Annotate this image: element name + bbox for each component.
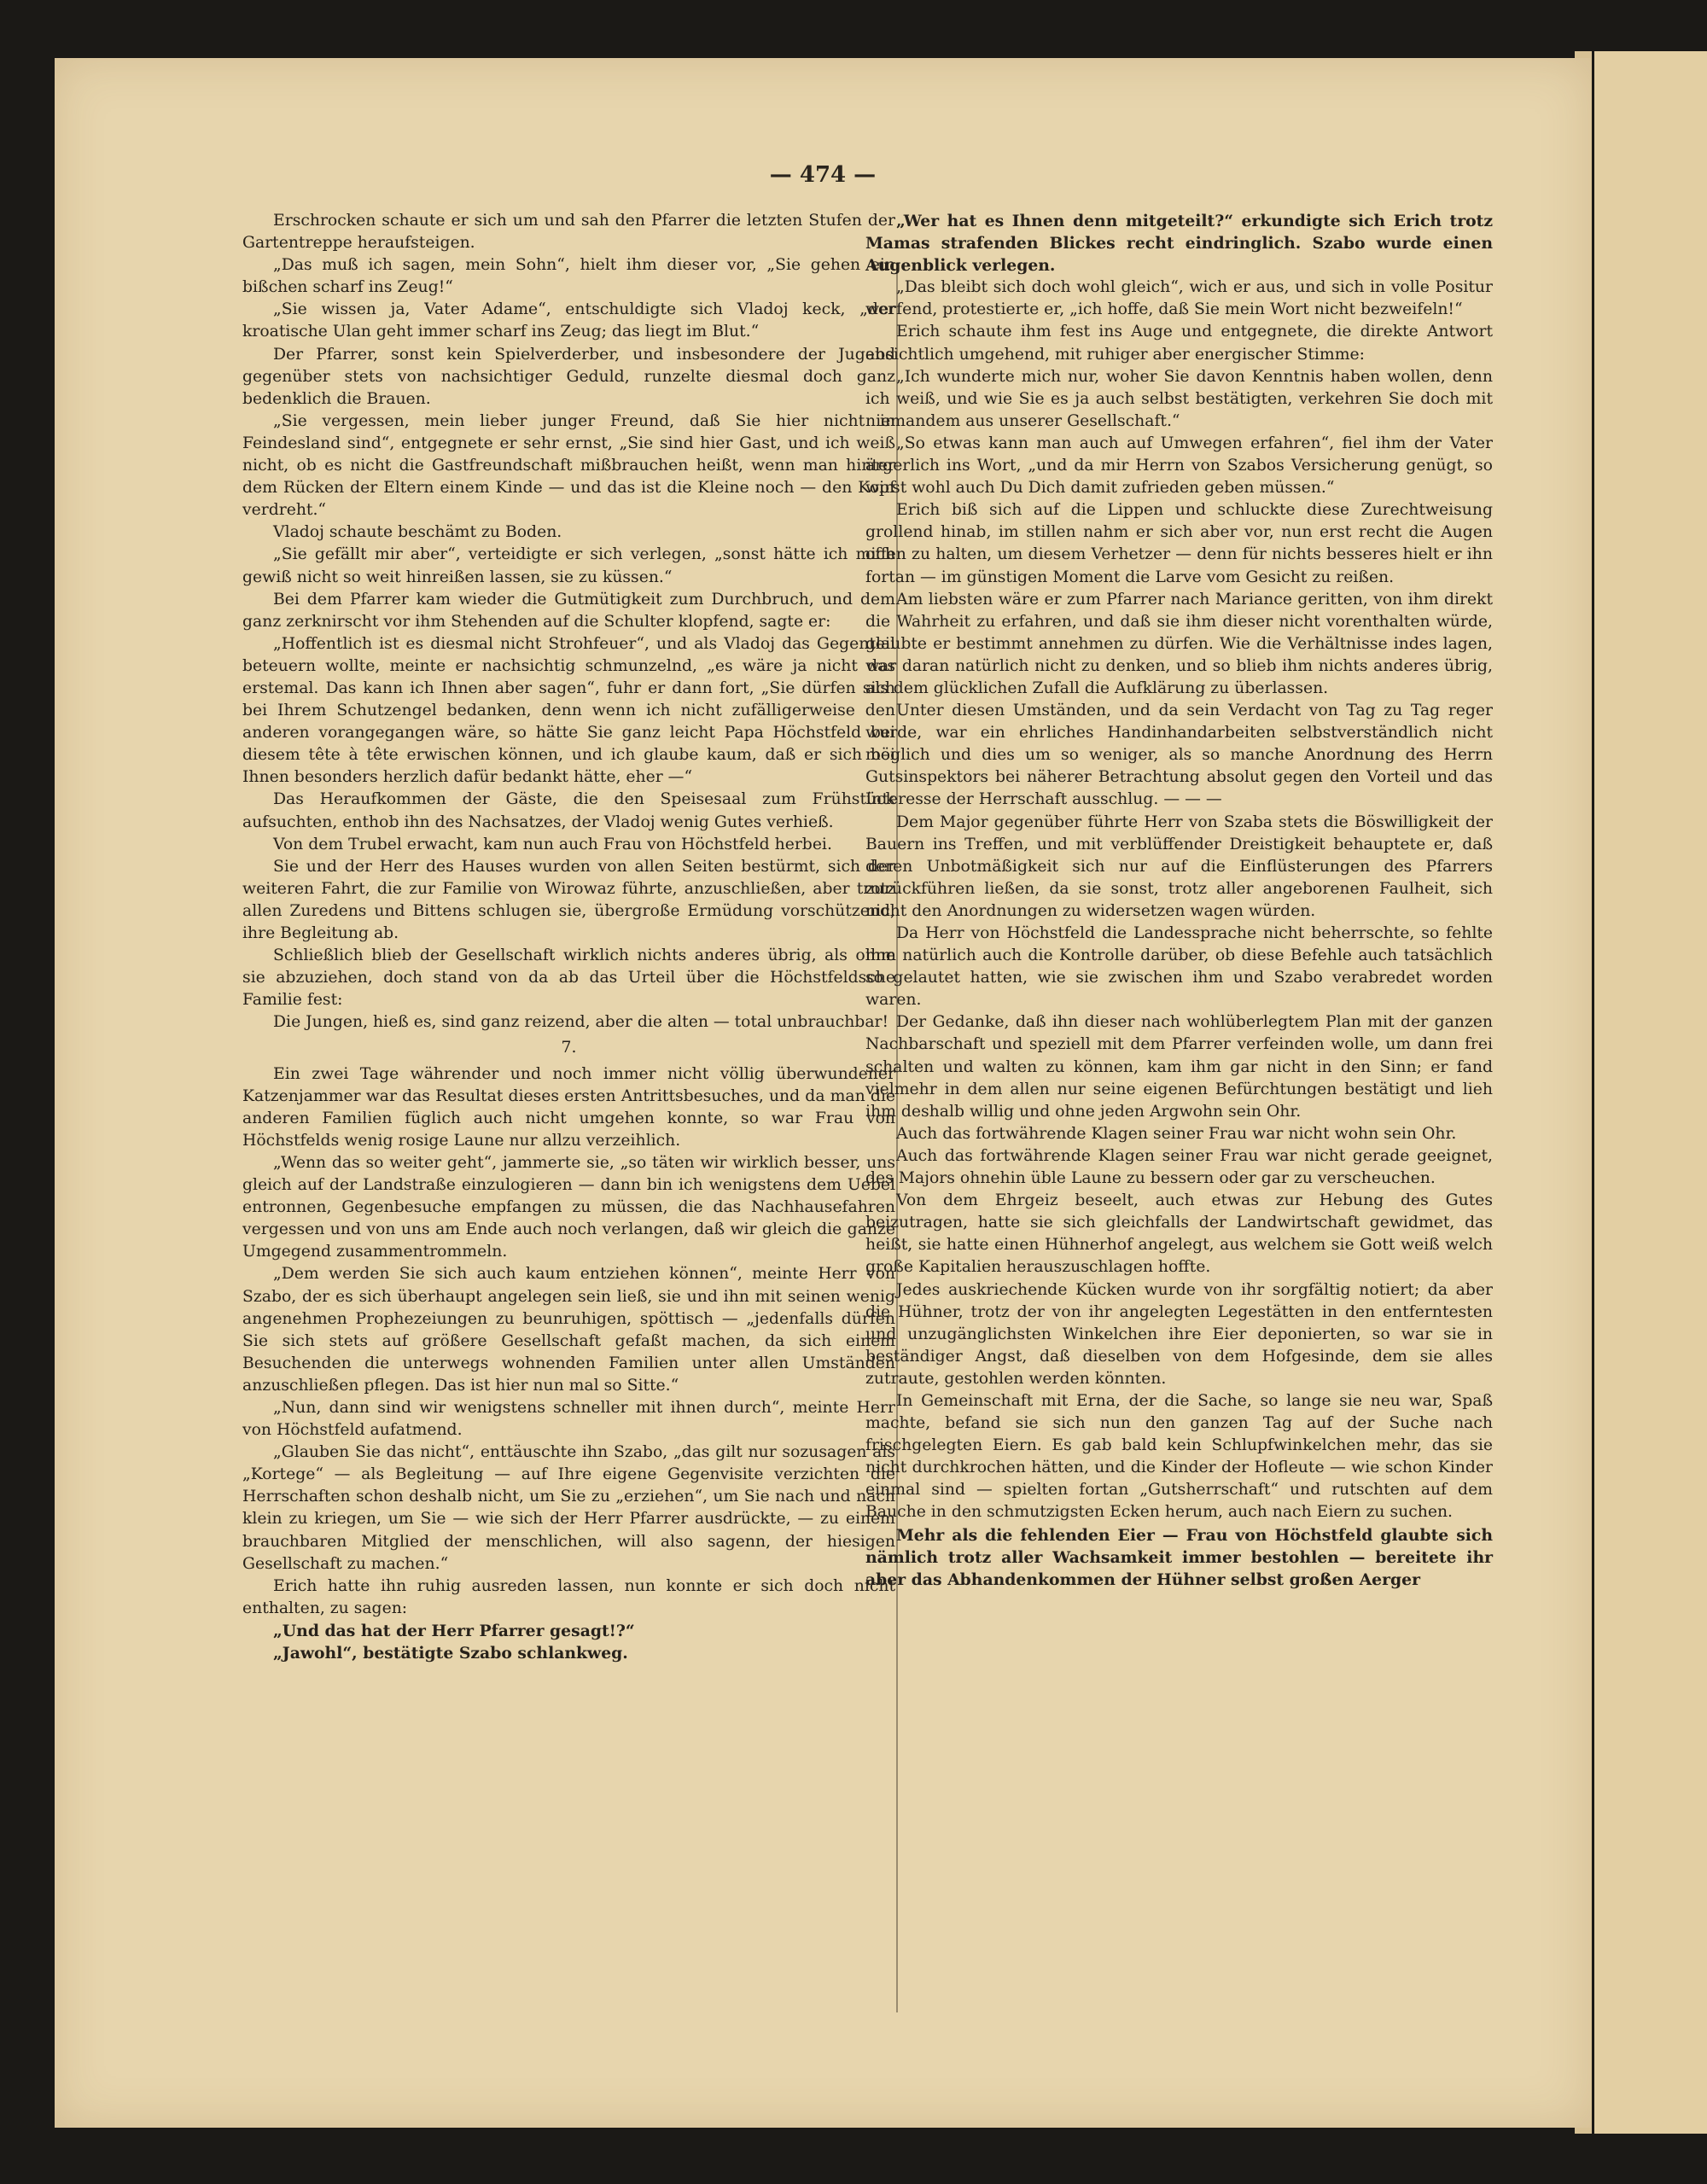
paragraph: Jedes auskriechende Kücken wurde von ihr sorgfältig notiert; da aber die Hühner, trotz der von ihr angelegten Legestätten in den entferntesten und unzugänglichsten Winkelchen ihre Eier deponierten, so war sie in beständiger Angst, daß dieselben von dem Hofgesinde, dem sie alles zutraute, gestohlen werden könnten. [865, 1280, 1493, 1388]
paragraph: In Gemeinschaft mit Erna, der die Sache, so lange sie neu war, Spaß machte, befand sie sich nun den ganzen Tag auf der Suche nach frischgelegten Eiern. Es gab bald kein Schlupfwinkelchen mehr, das sie nicht durchkrochen hätten, und die Kinder der Hofleute — wie schon Kinder einmal sind — spielten fortan „Gutsherrschaft“ und rutschten auf dem Bauche in den schmutzigsten Ecken herum, auch nach Eiern zu suchen. [865, 1391, 1493, 1522]
paragraph: Erich schaute ihm fest ins Auge und entgegnete, die direkte Antwort absichtlich umgehend, mit ruhiger aber energischer Stimme: [865, 323, 1493, 364]
paragraph: Bei dem Pfarrer kam wieder die Gutmütigkeit zum Durchbruch, und dem ganz zerknirscht vor ihm Stehenden auf die Schulter klopfend, sagte er: [242, 590, 895, 631]
paragraph: Ein zwei Tage währender und noch immer nicht völlig überwundener Katzenjammer war das Resultat dieses ersten Antrittsbesuches, und da man die anderen Familien füglich auch nicht umgehen konnte, so war Frau von Höchstfelds wenig rosige Laune nur allzu verzeihlich. [242, 1064, 895, 1150]
paragraph: Die Jungen, hieß es, sind ganz reizend, aber die alten — total unbrauchbar! [273, 1013, 889, 1032]
page-number: — 474 — [769, 162, 877, 188]
paragraph: Der Pfarrer, sonst kein Spielverderber, und insbesondere der Jugend gegenüber stets von nachsichtiger Geduld, runzelte diesmal doch ganz bedenklich die Brauen. [242, 345, 895, 408]
paragraph: Erich hatte ihn ruhig ausreden lassen, nun konnte er sich doch nicht enthalten, zu sagen: [242, 1576, 895, 1617]
paragraph: Auch das fortwährende Klagen seiner Frau war nicht wohn sein Ohr. [896, 1124, 1457, 1143]
paragraph: Von dem Trubel erwacht, kam nun auch Frau von Höchstfeld herbei. [273, 835, 832, 853]
paragraph: Das Heraufkommen der Gäste, die den Speisesaal zum Frühstück aufsuchten, enthob ihn des Nachsatzes, der Vladoj wenig Gutes verhieß. [242, 790, 895, 831]
paragraph: „Wer hat es Ihnen denn mitgeteilt?“ erkundigte sich Erich trotz Mamas strafenden Blickes recht eindringlich. Szabo wurde einen Augenblick verlegen. [865, 212, 1493, 276]
paragraph: „Hoffentlich ist es diesmal nicht Strohfeuer“, und als Vladoj das Gegenteil beteuern wollte, meinte er nachsichtig schmunzelnd, „es wäre ja nicht das erstemal. Das kann ich Ihnen aber sagen“, fuhr er dann fort, „Sie dürfen sich bei Ihrem Schutzengel bedanken, denn wenn ich nicht zufälligerweise den anderen vorangegangen wäre, so hätte Sie ganz leicht Papa Höchstfeld bei diesem tête à tête erwischen können, und ich glaube kaum, daß er sich bei Ihnen besonders herzlich dafür bedankt hätte, eher —“ [242, 634, 895, 787]
paragraph: „Das muß ich sagen, mein Sohn“, hielt ihm dieser vor, „Sie gehen ein bißchen scharf ins Zeug!“ [242, 256, 895, 297]
paragraph: Schließlich blieb der Gesellschaft wirklich nichts anderes übrig, als ohne sie abzuziehen, doch stand von da ab das Urteil über die Höchstfeldsche Familie fest: [242, 946, 895, 1010]
paragraph: Von dem Ehrgeiz beseelt, auch etwas zur Hebung des Gutes beizutragen, hatte sie sich gleichfalls der Landwirtschaft gewidmet, das heißt, sie hatte einen Hühnerhof angelegt, aus welchem sie Gott weiß welch große Kapitalien herauszuschlagen hoffte. [865, 1191, 1493, 1277]
paragraph: „Sie vergessen, mein lieber junger Freund, daß Sie hier nicht in Feindesland sind“, entgegnete er sehr ernst, „Sie sind hier Gast, und ich weiß nicht, ob es nicht die Gastfreundschaft mißbrauchen heißt, wenn man hinter dem Rücken der Eltern einem Kinde — und das ist die Kleine noch — den Kopf verdreht.“ [242, 411, 895, 520]
paragraph: „Ich wunderte mich nur, woher Sie davon Kenntnis haben wollen, denn ich weiß, und wie Sie es ja auch selbst bestätigten, verkehren Sie doch mit niemandem aus unserer Gesellschaft.“ [865, 367, 1493, 430]
paragraph: „Sie gefällt mir aber“, verteidigte er sich verlegen, „sonst hätte ich mich gewiß nicht so weit hinreißen lassen, sie zu küssen.“ [242, 545, 895, 586]
paragraph: Erschrocken schaute er sich um und sah den Pfarrer die letzten Stufen der Gartentreppe heraufsteigen. [242, 212, 895, 253]
paragraph: „Nun, dann sind wir wenigstens schneller mit ihnen durch“, meinte Herr von Höchstfeld aufatmend. [242, 1398, 895, 1440]
paragraph: Am liebsten wäre er zum Pfarrer nach Mariance geritten, von ihm direkt die Wahrheit zu erfahren, und daß sie ihm dieser nicht vorenthalten würde, glaubte er bestimmt annehmen zu dürfen. Wie die Verhältnisse indes lagen, war daran natürlich nicht zu denken, und so blieb ihm nichts anderes übrig, als dem glücklichen Zufall die Aufklärung zu überlassen. [865, 590, 1493, 697]
left-column [242, 210, 895, 1664]
paragraph: Vladoj schaute beschämt zu Boden. [273, 523, 562, 542]
paragraph: „Dem werden Sie sich auch kaum entziehen können“, meinte Herr von Szabo, der es sich überhaupt angelegen sein ließ, sie und ihn mit seinen wenig angenehmen Prophezeiungen zu beunruhigen, spöttisch — „jedenfalls dürfen Sie sich stets auf größere Gesellschaft gefaßt machen, da sich einem Besuchenden die unterwegs wohnenden Familien unter allen Umständen anzuschließen pflegen. Das ist hier nun mal so Sitte.“ [242, 1265, 895, 1395]
paragraph: „Sie wissen ja, Vater Adame“, entschuldigte sich Vladoj keck, „der kroatische Ulan geht immer scharf ins Zeug; das liegt im Blut.“ [242, 300, 895, 341]
paragraph: Erich biß sich auf die Lippen und schluckte diese Zurechtweisung grollend hinab, im stillen nahm er sich aber vor, nun erst recht die Augen offen zu halten, um diesem Verhetzer — denn für nichts besseres hielt er ihn fortan — im günstigen Moment die Larve vom Gesicht zu reißen. [865, 501, 1493, 586]
paragraph: „Das bleibt sich doch wohl gleich“, wich er aus, und sich in volle Positur werfend, protestierte er, „ich hoffe, daß Sie mein Wort nicht bezweifeln!“ [865, 278, 1493, 319]
adjacent-page-edge [1594, 51, 1707, 2134]
paragraph: Dem Major gegenüber führte Herr von Szaba stets die Böswilligkeit der Bauern ins Treffen, und mit verblüffender Dreistigkeit behauptete er, daß deren Unbotmäßigkeit sich nur auf die Einflüsterungen des Pfarrers zurückführen ließen, da sie sonst, trotz aller angeborenen Faulheit, sich nicht den Anordnungen zu widersetzen wagen würden. [865, 812, 1493, 920]
paragraph: „Jawohl“, bestätigte Szabo schlankweg. [273, 1644, 628, 1663]
paragraph: „So etwas kann man auch auf Umwegen erfahren“, fiel ihm der Vater ärgerlich ins Wort, „und da mir Herrn von Szabos Versicherung genügt, so wirst wohl auch Du Dich damit zufrieden geben müssen.“ [865, 434, 1493, 498]
paragraph: Sie und der Herr des Hauses wurden von allen Seiten bestürmt, sich der weiteren Fahrt, die zur Familie von Wirowaz führte, anzuschließen, aber trotz allen Zuredens und Bittens schlugen sie, übergroße Ermüdung vorschützend, ihre Begleitung ab. [242, 857, 895, 942]
paragraph: Unter diesen Umständen, und da sein Verdacht von Tag zu Tag reger wurde, war ein ehrliches Handinhandarbeiten selbstverständlich nicht möglich und dies um so weniger, als so manche Anordnung des Herrn Gutsinspektors bei näherer Betrachtung absolut gegen den Vorteil und das Interesse der Herrschaft ausschlug. — — — [865, 702, 1493, 809]
paragraph: „Wenn das so weiter geht“, jammerte sie, „so täten wir wirklich besser, uns gleich auf der Landstraße einzulogieren — dann bin ich wenigstens dem Uebel entronnen, Gegenbesuche empfangen zu müssen, die das Nachhausefahren vergessen und von uns am Ende auch noch verlangen, daß wir gleich die ganze Umgegend zusammentrommeln. [242, 1153, 895, 1261]
paragraph: Auch das fortwährende Klagen seiner Frau war nicht gerade geeignet, des Majors ohnehin üble Laune zu bessern oder gar zu verscheuchen. [865, 1146, 1493, 1188]
newspaper-page [55, 58, 1591, 2128]
right-column [865, 210, 1493, 1591]
chapter-number: 7. [561, 1039, 577, 1057]
paragraph: „Glauben Sie das nicht“, enttäuschte ihn Szabo, „das gilt nur sozusagen als „Kortege“ — als Begleitung — auf Ihre eigene Gegenvisite verzichten die Herrschaften schon deshalb nicht, um Sie zu „erziehen“, um Sie nach und nach klein zu kriegen, um Sie — wie sich der Herr Pfarrer ausdrückte, — zu einem brauchbaren Mitglied der menschlichen, will also sagenn, der hiesigen Gesellschaft zu machen.“ [242, 1443, 895, 1573]
paragraph: Der Gedanke, daß ihn dieser nach wohlüberlegtem Plan mit der ganzen Nachbarschaft und speziell mit dem Pfarrer verfeinden wolle, um dann frei schalten und walten zu können, kam ihm gar nicht in den Sinn; er fand vielmehr in dem allen nur seine eigenen Befürchtungen bestätigt und lieh ihm deshalb willig und ohne jeden Argwohn sein Ohr. [865, 1013, 1493, 1121]
paragraph: Mehr als die fehlenden Eier — Frau von Höchstfeld glaubte sich nämlich trotz aller Wachsamkeit immer bestohlen — bereitete ihr aber das Abhandenkommen der Hühner selbst großen Aerger [865, 1525, 1493, 1589]
paragraph: „Und das hat der Herr Pfarrer gesagt!?“ [273, 1621, 635, 1640]
paragraph: Da Herr von Höchstfeld die Landessprache nicht beherrschte, so fehlte ihm natürlich auch die Kontrolle darüber, ob diese Befehle auch tatsächlich so gelautet hatten, wie sie zwischen ihm und Szabo verabredet worden waren. [865, 924, 1493, 1010]
